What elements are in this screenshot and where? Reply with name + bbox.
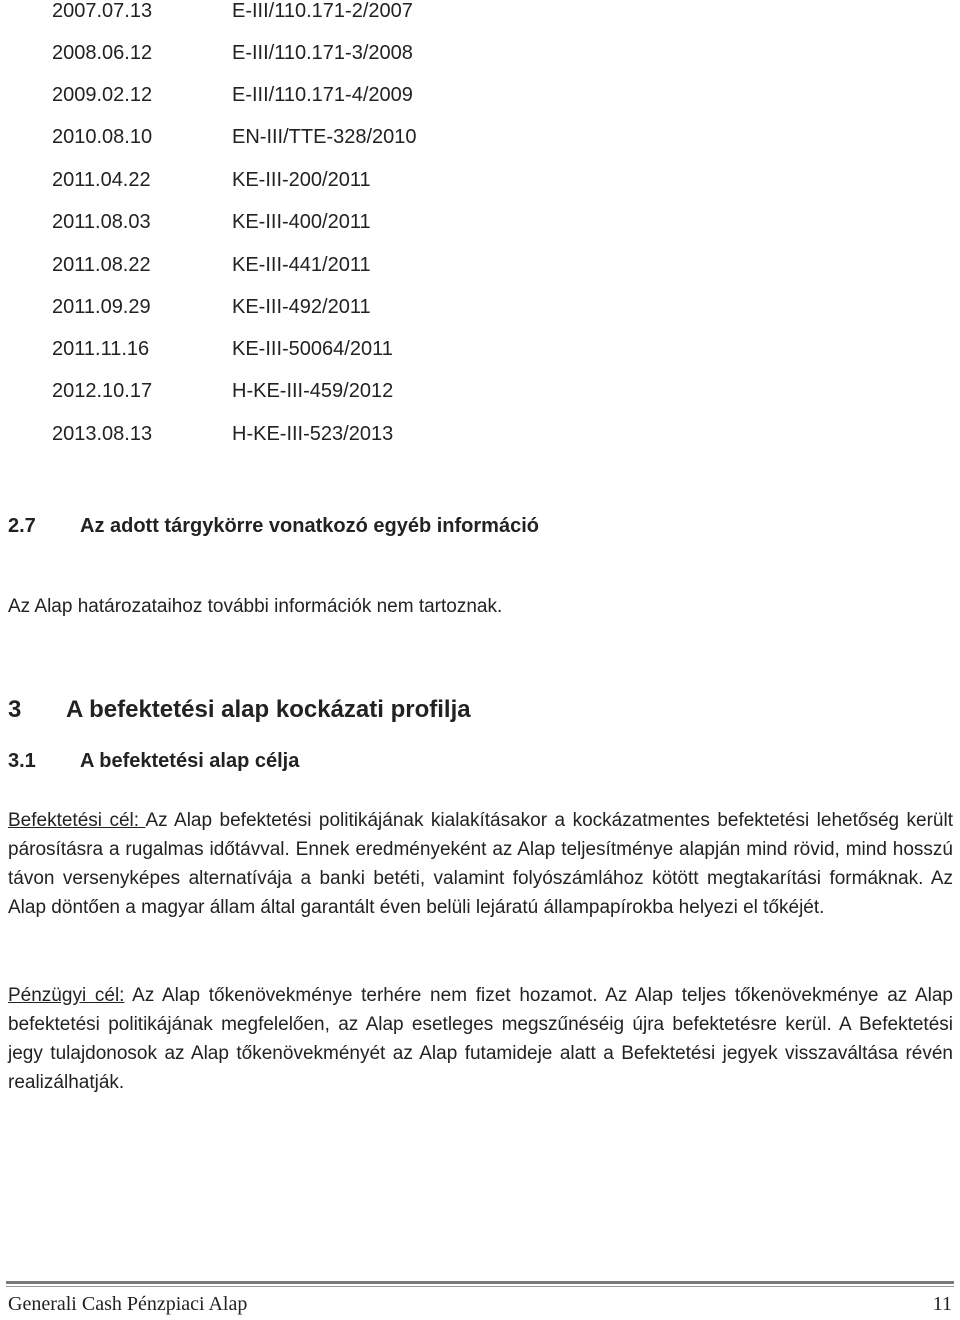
row-ref: KE-III-50064/2011	[232, 338, 393, 360]
investment-goal-paragraph	[8, 806, 953, 922]
row-ref: H-KE-III-459/2012	[232, 380, 394, 402]
row-ref: KE-III-492/2011	[232, 296, 371, 318]
row-ref: EN-III/TTE-328/2010	[232, 126, 417, 148]
footer-divider	[6, 1281, 954, 1284]
row-ref: H-KE-III-523/2013	[232, 423, 394, 445]
row-date: 2007.07.13	[52, 0, 153, 22]
row-date: 2008.06.12	[52, 42, 153, 64]
row-date: 2012.10.17	[52, 380, 153, 402]
financial-goal-text: Az Alap tőkenövekménye terhére nem fizet hozamot. Az Alap teljes tőkenövekménye az Alap befektetési politikájának megfelelően, az Alap esetleges megszűnéséig újra befektetésre kerül. A Befektetési jegy tulajdonosok az Alap tőkenövekményét az Alap futamideje alatt a Befektetési jegyek visszaváltása révén realizálhatják.	[8, 985, 953, 1093]
row-date: 2011.08.03	[52, 211, 151, 233]
row-ref: KE-III-441/2011	[232, 254, 371, 276]
row-ref: KE-III-200/2011	[232, 169, 371, 191]
investment-goal-label: Befektetési cél:	[8, 810, 146, 831]
row-ref: E-III/110.171-3/2008	[232, 42, 413, 64]
section-3-number: 3	[8, 696, 22, 723]
financial-goal-paragraph	[8, 981, 953, 1097]
row-date: 2011.11.16	[52, 338, 150, 360]
row-date: 2011.04.22	[52, 169, 151, 191]
financial-goal-label: Pénzügyi cél:	[8, 985, 125, 1006]
section-2-7-number: 2.7	[8, 515, 36, 537]
row-date: 2010.08.10	[52, 126, 153, 148]
row-ref: E-III/110.171-4/2009	[232, 84, 413, 106]
section-2-7-body: Az Alap határozataihoz további információk nem tartoznak.	[8, 596, 503, 617]
section-3-1-number: 3.1	[8, 750, 36, 772]
row-date: 2011.09.29	[52, 296, 151, 318]
row-date: 2009.02.12	[52, 84, 153, 106]
footer-divider-thin	[6, 1286, 954, 1287]
row-date: 2011.08.22	[52, 254, 151, 276]
row-date: 2013.08.13	[52, 423, 153, 445]
section-3-heading: A befektetési alap kockázati profilja	[66, 696, 471, 723]
investment-goal-text: Az Alap befektetési politikájának kialakításakor a kockázatmentes befektetési lehetőség került párosításra a rugalmas időtávval. Ennek eredményeként az Alap teljesítménye alapján mind rövid, mind hosszú távon versenyképes alternatívája a banki betéti, valamint folyószámlához kötött megtakarítási formáknak. Az Alap döntően a magyar állam által garantált éven belüli lejáratú állampapírokba helyezi el tőkéjét.	[8, 810, 954, 918]
page-number: 11	[932, 1293, 952, 1315]
row-ref: E-III/110.171-2/2007	[232, 0, 413, 22]
section-2-7-heading: Az adott tárgykörre vonatkozó egyéb információ	[80, 515, 539, 537]
footer-title: Generali Cash Pénzpiaci Alap	[8, 1293, 248, 1315]
row-ref: KE-III-400/2011	[232, 211, 371, 233]
section-3-1-heading: A befektetési alap célja	[80, 750, 300, 772]
